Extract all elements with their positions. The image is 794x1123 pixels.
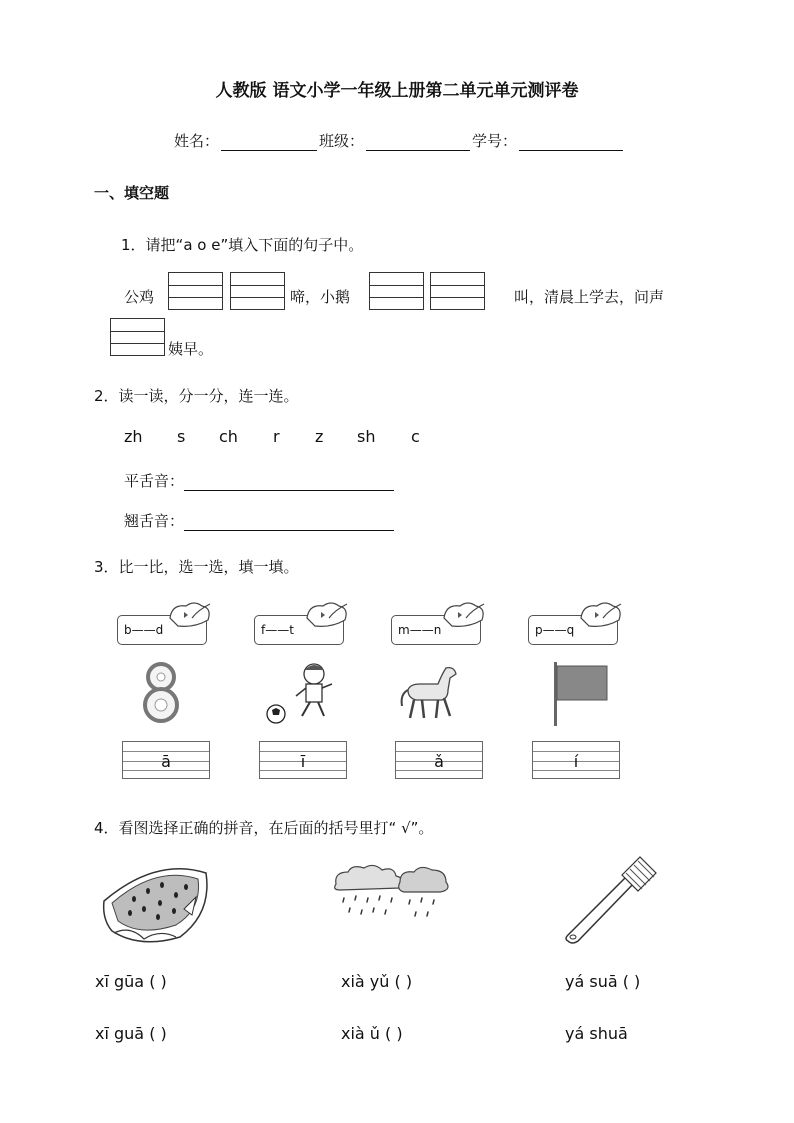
tone-letter: í [573,752,579,771]
fill-box[interactable] [168,272,223,310]
letter: s [177,427,186,446]
retroflex-row [124,510,394,531]
id-blank[interactable] [519,134,623,151]
answer-option[interactable]: xià yǔ ( ) [341,972,413,991]
number-eight-icon [140,660,182,724]
bird-icon [301,598,351,632]
four-line-box[interactable] [122,741,210,779]
bird-icon [438,598,488,632]
letter: r [273,427,280,446]
letter: zh [124,427,143,446]
fill-box[interactable] [110,318,165,356]
flat-tongue-row [124,470,394,491]
q2-prompt: 2．读一读，分一分，连一连。 [94,387,299,405]
four-line-box[interactable] [532,741,620,779]
letter-pair-label: p——q [528,615,618,645]
fill-box[interactable] [430,272,485,310]
tone-letter: ā [161,752,171,771]
q1-text-2: 啼，小鹅 [290,288,351,306]
toothbrush-icon [560,855,660,947]
fill-box[interactable] [230,272,285,310]
q1-text-4: 姨早。 [168,340,214,358]
q4-prompt: 4．看图选择正确的拼音，在后面的括号里打“ √”。 [94,819,434,837]
answer-option[interactable]: xià ǔ ( ) [341,1024,403,1043]
answer-option[interactable]: xī guā ( ) [95,1024,167,1043]
student-info [174,130,625,151]
q1-text-1: 公鸡 [124,288,155,306]
class-label: 班级： [319,132,365,150]
letter: z [315,427,324,446]
answer-option[interactable]: xī gūa ( ) [95,972,167,991]
letter-pair-label: b——d [117,615,207,645]
letter: ch [219,427,238,446]
tone-letter: ī [300,752,306,771]
watermelon-icon [100,853,212,949]
id-label: 学号： [472,132,518,150]
q1-prompt: 1．请把“a o e”填入下面的句子中。 [121,236,364,254]
boy-football-icon [262,660,348,726]
q3-prompt: 3．比一比，选一选，填一填。 [94,558,299,576]
tone-letter: ǎ [434,752,444,771]
flat-tongue-blank[interactable] [184,476,394,491]
four-line-box[interactable] [259,741,347,779]
class-blank[interactable] [366,134,470,151]
name-label: 姓名： [174,132,220,150]
bird-icon [575,598,625,632]
four-line-box[interactable] [395,741,483,779]
bird-icon [164,598,214,632]
answer-option[interactable]: yá shuā [565,1024,628,1043]
horse-icon [398,660,460,726]
letter: sh [357,427,376,446]
flag-icon [550,660,610,728]
retroflex-label: 翘舌音： [124,512,185,530]
letter-pair-label: f——t [254,615,344,645]
answer-option[interactable]: yá suā ( ) [565,972,641,991]
letter-pair-label: m——n [391,615,481,645]
q1-text-3: 叫，清晨上学去，问声 [514,288,665,306]
fill-box[interactable] [369,272,424,310]
name-blank[interactable] [221,134,317,151]
section-heading: 一、填空题 [94,184,170,202]
retroflex-blank[interactable] [184,516,394,531]
letter: c [411,427,420,446]
flat-tongue-label: 平舌音： [124,472,185,490]
rain-cloud-icon [330,862,452,926]
page-title: 人教版 语文小学一年级上册第二单元单元测评卷 [215,81,579,101]
